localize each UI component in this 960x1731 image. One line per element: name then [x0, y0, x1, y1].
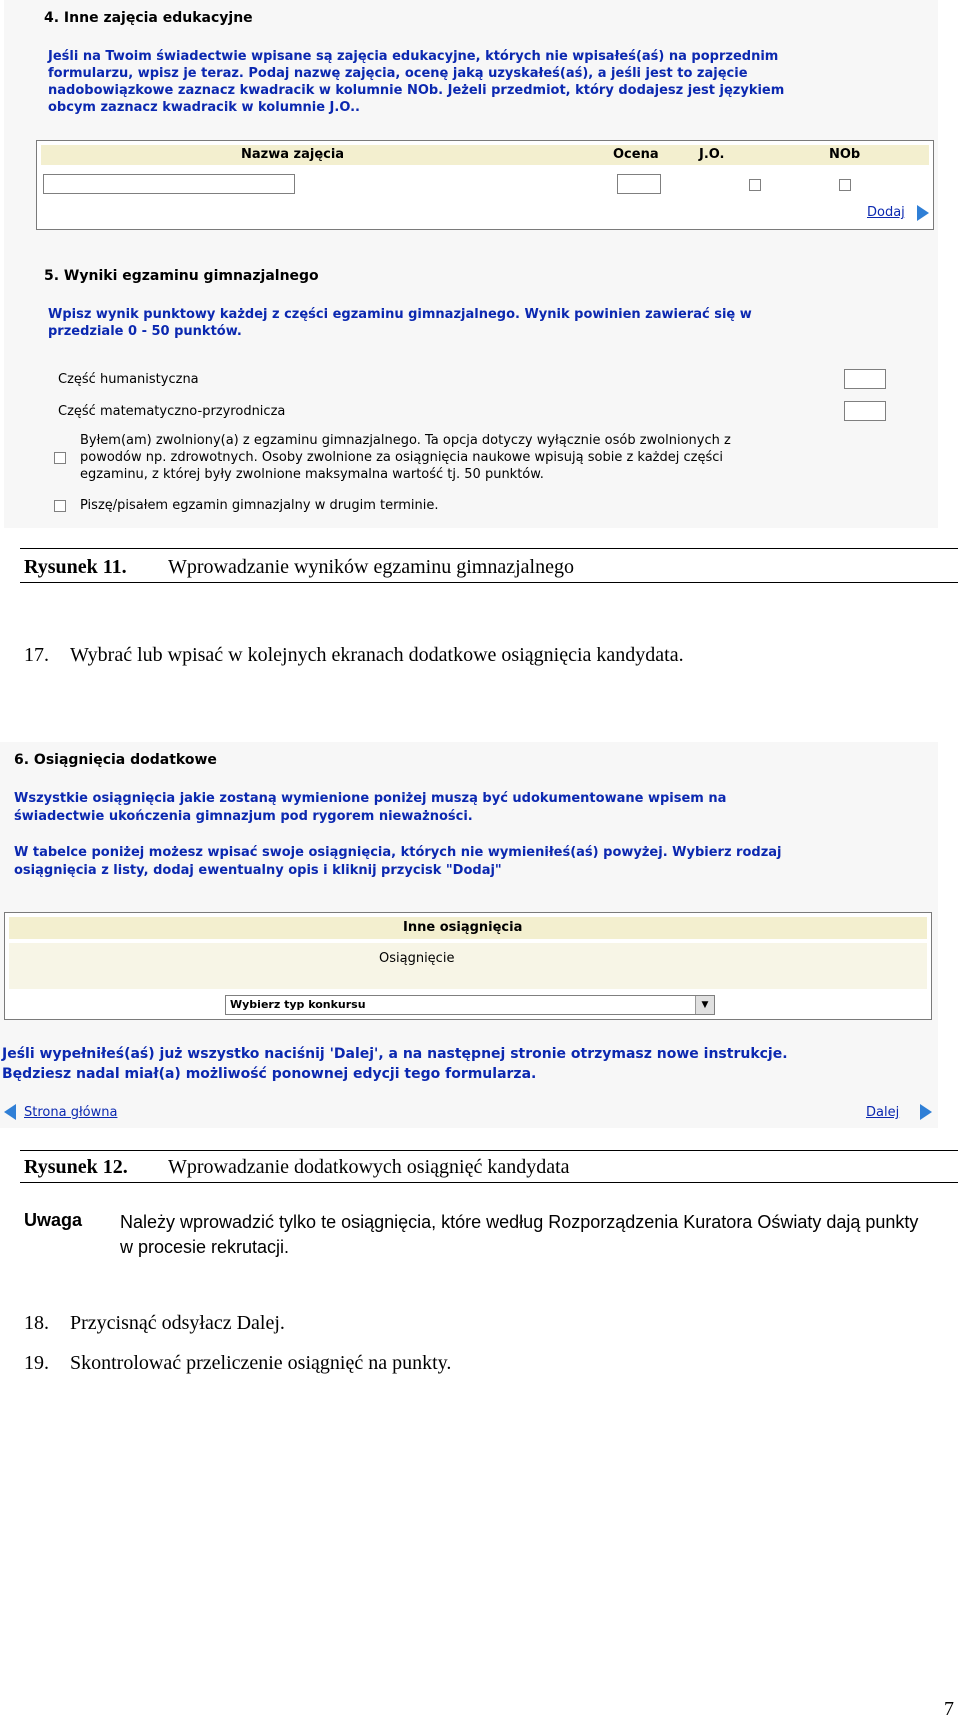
note-line: Należy wprowadzić tylko te osiągnięcia, które według Rozporządzenia Kuratora Oświaty dają punkty — [120, 1212, 919, 1232]
caption-rule-top — [20, 1150, 958, 1151]
screenshot-exam-results — [4, 0, 938, 528]
select-value: Wybierz typ konkursu — [230, 998, 366, 1011]
table-subheader — [9, 943, 927, 989]
figure11-caption: Wprowadzanie wyników egzaminu gimnazjalnego — [168, 556, 574, 578]
section4-instructions — [48, 48, 784, 116]
caption-rule-bottom — [20, 1182, 958, 1183]
jo-checkbox[interactable] — [749, 179, 761, 191]
section4-title: 4. Inne zajęcia edukacyjne — [44, 10, 253, 26]
achievements-table — [4, 912, 932, 1020]
instruction-line: Jeśli na Twoim świadectwie wpisane są zajęcia edukacyjne, których nie wpisałeś(aś) na poprzednim — [48, 49, 779, 64]
exempt-line: egzaminu, z której były zwolnione maksymalna wartość tj. 50 punktów. — [80, 467, 544, 482]
instruction-line: Wpisz wynik punktowy każdej z części egzaminu gimnazjalnego. Wynik powinien zawierać się w — [48, 307, 752, 322]
instruction-line: obcym zaznacz kwadracik w kolumnie J.O.. — [48, 100, 360, 115]
table-header — [41, 145, 929, 165]
math-science-label: Część matematyczno-przyrodnicza — [58, 404, 286, 419]
section5-instructions — [48, 306, 752, 340]
section6-para1 — [14, 790, 726, 826]
subject-name-input[interactable] — [43, 174, 295, 194]
figure12-label: Rysunek 12. — [24, 1156, 128, 1178]
step-text: Skontrolować przeliczenie osiągnięć na punkty. — [70, 1352, 452, 1374]
arrow-left-icon[interactable] — [4, 1104, 16, 1120]
exempt-label — [80, 432, 731, 483]
step-number: 18. — [24, 1312, 49, 1334]
table-title: Inne osiągnięcia — [403, 920, 523, 935]
second-term-label: Piszę/pisałem egzamin gimnazjalny w drugim terminie. — [80, 498, 439, 513]
exempt-line: Byłem(am) zwolniony(a) z egzaminu gimnazjalnego. Ta opcja dotyczy wyłącznie osób zwolnionych z — [80, 433, 731, 448]
para-line: osiągnięcia z listy, dodaj ewentualny opis i kliknij przycisk "Dodaj" — [14, 863, 502, 878]
figure11-label: Rysunek 11. — [24, 556, 127, 578]
notice-text — [2, 1044, 788, 1084]
grade-input[interactable] — [617, 174, 661, 194]
step-number: 19. — [24, 1352, 49, 1374]
notice-line: Będziesz nadal miał(a) możliwość ponownej edycji tego formularza. — [2, 1066, 537, 1082]
humanities-score-input[interactable] — [844, 369, 886, 389]
instruction-line: nadobowiązkowe zaznacz kwadracik w kolumnie NOb. Jeżeli przedmiot, który dodajesz jest językiem — [48, 83, 785, 98]
arrow-right-icon[interactable] — [917, 205, 929, 221]
next-link[interactable]: Dalej — [866, 1105, 900, 1120]
instruction-line: formularzu, wpisz je teraz. Podaj nazwę zajęcia, ocenę jaką uzyskałeś(aś), a jeśli jest to zajęcie — [48, 66, 748, 81]
note-label: Uwaga — [24, 1210, 83, 1230]
col-grade: Ocena — [613, 147, 659, 162]
exempt-checkbox[interactable] — [54, 452, 66, 464]
other-subjects-table — [36, 140, 934, 230]
notice-line: Jeśli wypełniłeś(aś) już wszystko naciśnij 'Dalej', a na następnej stronie otrzymasz nowe instrukcje. — [2, 1046, 788, 1062]
math-science-score-input[interactable] — [844, 401, 886, 421]
section6-title: 6. Osiągnięcia dodatkowe — [14, 752, 217, 768]
humanities-label: Część humanistyczna — [58, 372, 199, 387]
achievement-col-label: Osiągnięcie — [379, 951, 455, 966]
contest-type-select[interactable] — [225, 995, 715, 1015]
col-subject-name: Nazwa zajęcia — [241, 147, 345, 162]
para-line: W tabelce poniżej możesz wpisać swoje osiągnięcia, których nie wymieniłeś(aś) powyżej. Wybierz rodzaj — [14, 845, 782, 860]
table-header — [9, 917, 927, 939]
note-text — [120, 1210, 958, 1260]
exempt-line: powodów np. zdrowotnych. Osoby zwolnione za osiągnięcia naukowe wpisują sobie z każdej części — [80, 450, 723, 465]
step-number: 17. — [24, 644, 49, 666]
second-term-checkbox[interactable] — [54, 500, 66, 512]
caption-rule-top — [20, 548, 958, 549]
figure12-caption: Wprowadzanie dodatkowych osiągnięć kandydata — [168, 1156, 570, 1178]
caption-rule-bottom — [20, 582, 958, 583]
para-line: świadectwie ukończenia gimnazjum pod rygorem nieważności. — [14, 809, 473, 824]
screenshot-achievements — [0, 742, 938, 1128]
col-jo: J.O. — [699, 147, 725, 162]
instruction-line: przedziale 0 - 50 punktów. — [48, 324, 242, 339]
para-line: Wszystkie osiągnięcia jakie zostaną wymienione poniżej muszą być udokumentowane wpisem na — [14, 791, 727, 806]
home-link[interactable]: Strona główna — [24, 1105, 118, 1120]
nob-checkbox[interactable] — [839, 179, 851, 191]
add-link[interactable]: Dodaj — [867, 205, 905, 220]
section6-para2 — [14, 844, 782, 880]
page-number: 7 — [944, 1698, 954, 1720]
arrow-right-icon[interactable] — [920, 1104, 932, 1120]
note-line: w procesie rekrutacji. — [120, 1237, 290, 1257]
col-nob: NOb — [829, 147, 861, 162]
section5-title: 5. Wyniki egzaminu gimnazjalnego — [44, 268, 319, 284]
chevron-down-icon[interactable]: ▼ — [695, 996, 714, 1014]
step-text: Wybrać lub wpisać w kolejnych ekranach dodatkowe osiągnięcia kandydata. — [70, 644, 684, 666]
step-text: Przycisnąć odsyłacz Dalej. — [70, 1312, 285, 1334]
